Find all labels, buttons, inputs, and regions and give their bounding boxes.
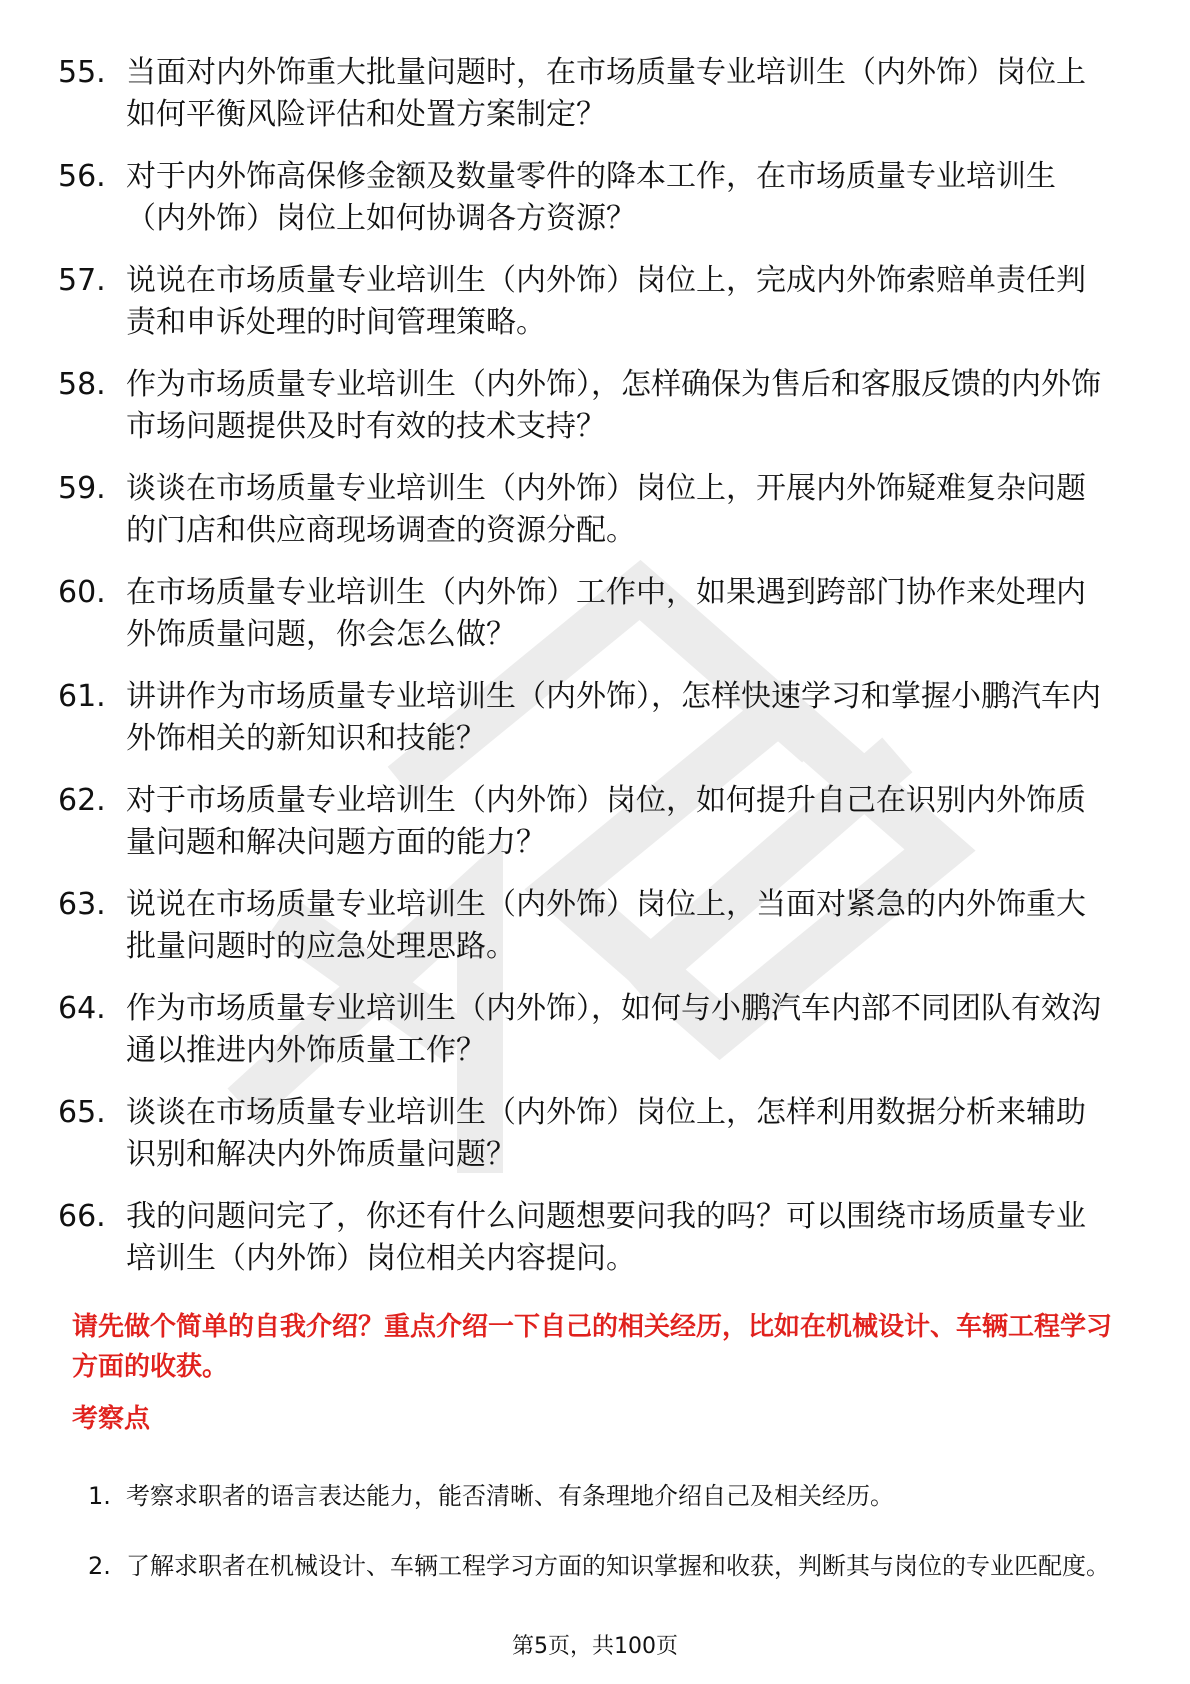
- question-text: 对于内外饰高保修金额及数量零件的降本工作，在市场质量专业培训生（内外饰）岗位上如何协调各方资源？: [126, 159, 1056, 236]
- point-text: 考察求职者的语言表达能力，能否清晰、有条理地介绍自己及相关经历。: [126, 1482, 894, 1510]
- list-item: [58, 364, 1108, 468]
- list-item: [58, 1196, 1108, 1300]
- question-number: 64.: [58, 991, 106, 1026]
- list-item: [58, 156, 1108, 260]
- featured-question-heading: 请先做个简单的自我介绍？重点介绍一下自己的相关经历，比如在机械设计、车辆工程学习方面的收获。: [72, 1312, 1113, 1382]
- list-item: [58, 884, 1108, 988]
- question-text: 作为市场质量专业培训生（内外饰），怎样确保为售后和客服反馈的内外饰市场问题提供及时有效的技术支持？: [126, 367, 1101, 444]
- question-number: 56.: [58, 159, 106, 194]
- list-item: [58, 1092, 1108, 1196]
- question-number: 57.: [58, 263, 106, 298]
- point-number: 2.: [88, 1552, 111, 1580]
- question-number: 60.: [58, 575, 106, 610]
- question-text: 当面对内外饰重大批量问题时，在市场质量专业培训生（内外饰）岗位上如何平衡风险评估和处置方案制定？: [126, 55, 1086, 132]
- list-item: [58, 260, 1108, 364]
- question-text: 在市场质量专业培训生（内外饰）工作中，如果遇到跨部门协作来处理内外饰质量问题，你会怎么做？: [126, 575, 1086, 652]
- question-text: 谈谈在市场质量专业培训生（内外饰）岗位上，怎样利用数据分析来辅助识别和解决内外饰质量问题？: [126, 1095, 1086, 1172]
- point-number: 1.: [88, 1482, 111, 1510]
- list-item: [58, 572, 1108, 676]
- list-item: [88, 1468, 1118, 1524]
- question-text: 谈谈在市场质量专业培训生（内外饰）岗位上，开展内外饰疑难复杂问题的门店和供应商现场调查的资源分配。: [126, 471, 1086, 548]
- question-list: [58, 52, 1108, 1300]
- question-text: 讲讲作为市场质量专业培训生（内外饰），怎样快速学习和掌握小鹏汽车内外饰相关的新知识和技能？: [126, 679, 1101, 756]
- point-text: 了解求职者在机械设计、车辆工程学习方面的知识掌握和收获，判断其与岗位的专业匹配度。: [126, 1552, 1110, 1580]
- question-number: 59.: [58, 471, 106, 506]
- question-number: 55.: [58, 55, 106, 90]
- question-text: 作为市场质量专业培训生（内外饰），如何与小鹏汽车内部不同团队有效沟通以推进内外饰质量工作？: [126, 991, 1101, 1068]
- list-item: [88, 1538, 1118, 1594]
- question-text: 我的问题问完了，你还有什么问题想要问我的吗？可以围绕市场质量专业培训生（内外饰）岗位相关内容提问。: [126, 1199, 1086, 1276]
- question-number: 62.: [58, 783, 106, 818]
- question-number: 58.: [58, 367, 106, 402]
- question-number: 63.: [58, 887, 106, 922]
- question-number: 65.: [58, 1095, 106, 1130]
- question-number: 61.: [58, 679, 106, 714]
- question-text: 说说在市场质量专业培训生（内外饰）岗位上，当面对紧急的内外饰重大批量问题时的应急处理思路。: [126, 887, 1086, 964]
- section-title: 考察点: [72, 1404, 151, 1434]
- question-number: 66.: [58, 1199, 106, 1234]
- question-text: 说说在市场质量专业培训生（内外饰）岗位上，完成内外饰索赔单责任判责和申诉处理的时间管理策略。: [126, 263, 1086, 340]
- list-item: [58, 780, 1108, 884]
- list-item: [58, 52, 1108, 156]
- list-item: [58, 988, 1108, 1092]
- page-footer: 第5页，共100页: [512, 1634, 678, 1659]
- question-text: 对于市场质量专业培训生（内外饰）岗位，如何提升自己在识别内外饰质量问题和解决问题方面的能力？: [126, 783, 1086, 860]
- list-item: [58, 468, 1108, 572]
- assessment-point-list: [88, 1468, 1118, 1608]
- list-item: [58, 676, 1108, 780]
